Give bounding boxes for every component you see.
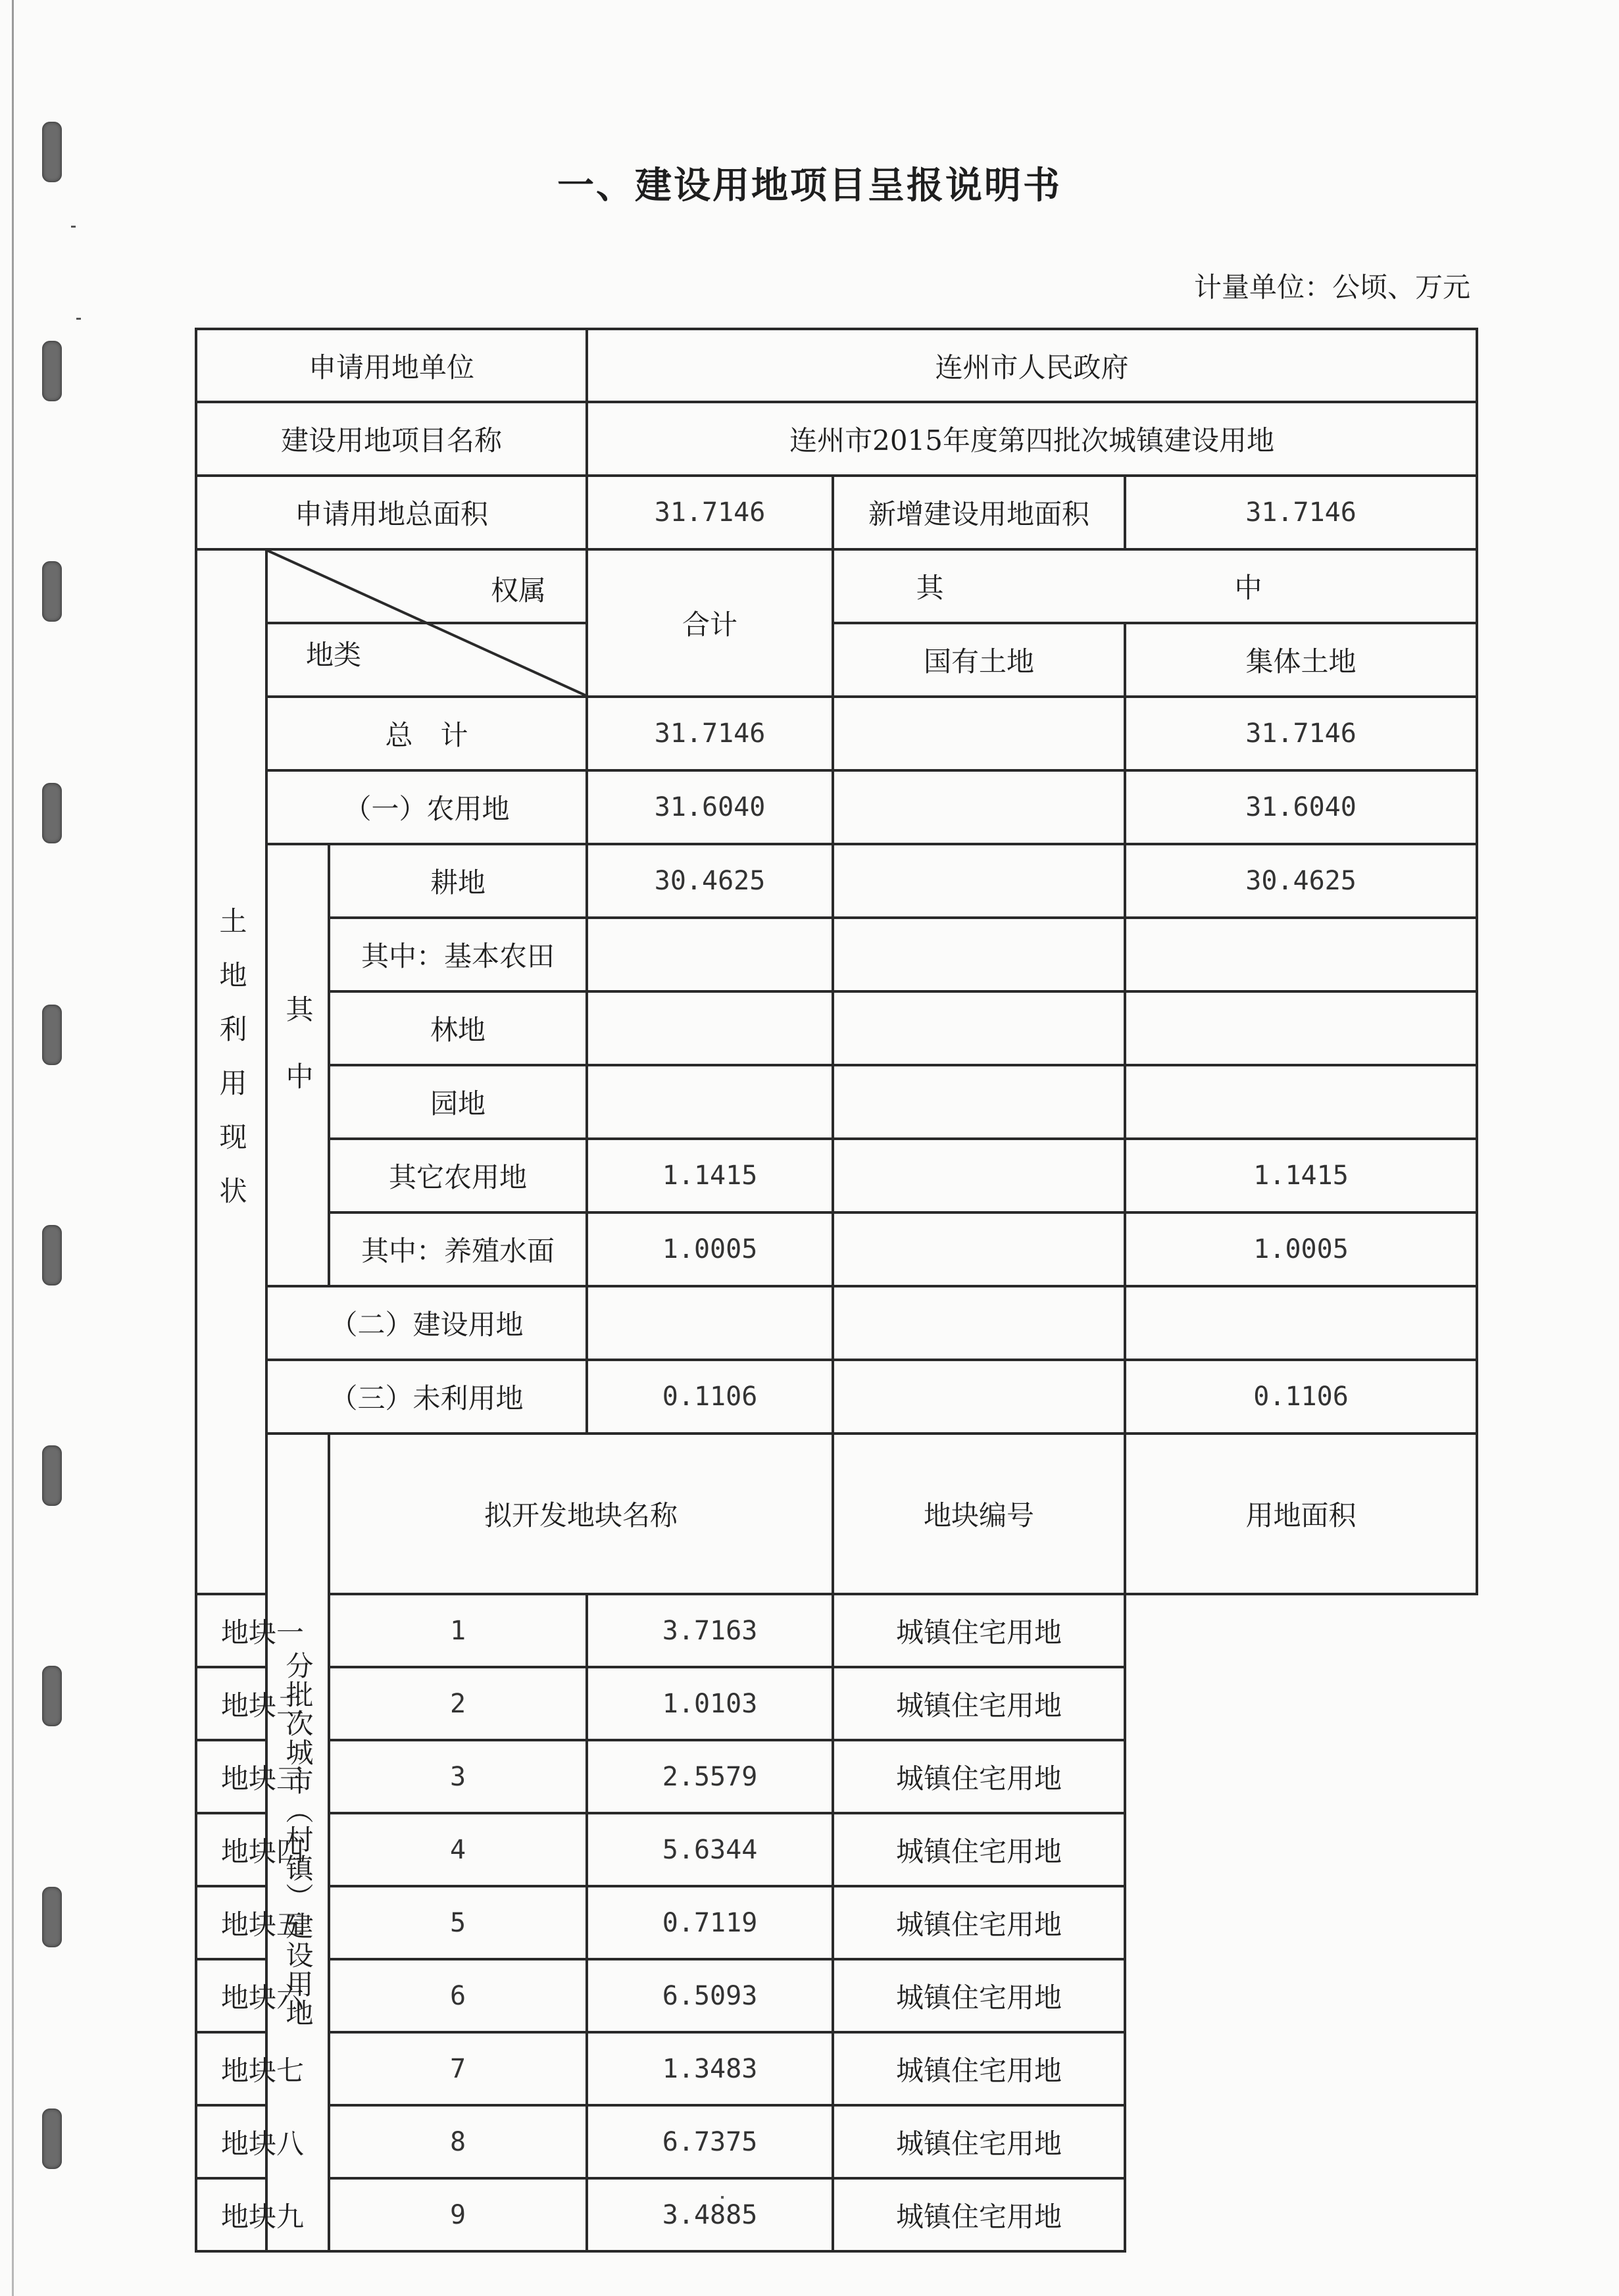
parcel-row xyxy=(196,2032,1477,2105)
land-row-label: 其中：基本农田 xyxy=(329,918,587,991)
binding-hole xyxy=(42,1666,62,1726)
parcel-name-header: 拟开发地块名称 xyxy=(329,1434,833,1594)
parcel-name: 地块四 xyxy=(196,1813,329,1886)
project-value: 连州市2015年度第四批次城镇建设用地 xyxy=(587,402,1477,476)
parcel-code-header: 地块编号 xyxy=(833,1434,1125,1594)
binding-hole xyxy=(42,2109,62,2169)
parcel-code: 3 xyxy=(329,1740,587,1813)
land-status-label-text: 土地利用现状 xyxy=(215,907,248,1230)
parcel-area: 5.6344 xyxy=(587,1813,833,1886)
parcel-row xyxy=(196,1959,1477,2032)
land-header-row-1 xyxy=(196,549,1477,623)
ownership-header: 权属 xyxy=(491,574,547,607)
parcel-name: 地块七 xyxy=(196,2032,329,2105)
state-land-header: 国有土地 xyxy=(833,623,1125,697)
land-row-collective: 31.7146 xyxy=(1125,697,1477,770)
diagonal-header-cell xyxy=(266,549,587,697)
land-row-collective: 1.1415 xyxy=(1125,1139,1477,1212)
parcel-section-label-text: 分批次城市（村镇）建设用地 xyxy=(282,1651,314,2028)
parcel-code: 5 xyxy=(329,1886,587,1959)
parcel-use: 城镇住宅用地 xyxy=(833,1886,1125,1959)
binding-hole xyxy=(42,1887,62,1947)
parcel-row xyxy=(196,1740,1477,1813)
land-row-total xyxy=(587,1065,833,1139)
parcel-area: 1.0103 xyxy=(587,1667,833,1740)
land-row-total: 31.6040 xyxy=(587,770,833,844)
sub-group-label-text: 其中 xyxy=(282,995,314,1129)
parcel-use: 城镇住宅用地 xyxy=(833,2105,1125,2178)
binding-hole xyxy=(42,561,62,622)
binding-hole xyxy=(42,341,62,401)
parcel-row xyxy=(196,2105,1477,2178)
land-row-agricultural xyxy=(196,770,1477,844)
parcel-code: 8 xyxy=(329,2105,587,2178)
land-row-collective xyxy=(1125,1286,1477,1360)
parcel-use: 城镇住宅用地 xyxy=(833,1667,1125,1740)
total-area-label: 申请用地总面积 xyxy=(196,476,587,549)
parcel-code: 4 xyxy=(329,1813,587,1886)
land-row-garden xyxy=(196,1065,1477,1139)
land-row-label: （一）农用地 xyxy=(266,770,587,844)
parcel-name: 地块九 xyxy=(196,2178,329,2251)
parcel-name: 地块二 xyxy=(196,1667,329,1740)
parcel-name: 地块五 xyxy=(196,1886,329,1959)
land-row-total: 1.0005 xyxy=(587,1212,833,1286)
land-row-total: 31.7146 xyxy=(587,697,833,770)
land-row-collective xyxy=(1125,1065,1477,1139)
land-row-collective: 31.6040 xyxy=(1125,770,1477,844)
land-row-collective: 30.4625 xyxy=(1125,844,1477,918)
land-row-state xyxy=(833,844,1125,918)
project-row xyxy=(196,402,1477,476)
unit-label: 计量单位：公顷、万元 xyxy=(1193,271,1470,303)
total-area-value: 31.7146 xyxy=(587,476,833,549)
land-row-forest xyxy=(196,991,1477,1065)
area-row xyxy=(196,476,1477,549)
parcel-area: 0.7119 xyxy=(587,1886,833,1959)
applicant-value: 连州市人民政府 xyxy=(587,329,1477,402)
parcel-name: 地块八 xyxy=(196,2105,329,2178)
land-row-label: 林地 xyxy=(329,991,587,1065)
land-row-state xyxy=(833,991,1125,1065)
binding-hole xyxy=(42,1005,62,1065)
parcel-area: 6.5093 xyxy=(587,1959,833,2032)
parcel-use: 城镇住宅用地 xyxy=(833,2032,1125,2105)
land-row-state xyxy=(833,697,1125,770)
parcel-area-header: 用地面积 xyxy=(1125,1434,1477,1594)
among-header: 其 中 xyxy=(833,549,1477,623)
parcel-row xyxy=(196,1667,1477,1740)
sub-group-label xyxy=(266,844,329,1286)
land-row-construction xyxy=(196,1286,1477,1360)
land-row-collective: 0.1106 xyxy=(1125,1360,1477,1434)
parcel-use: 城镇住宅用地 xyxy=(833,1594,1125,1667)
parcel-name: 地块三 xyxy=(196,1740,329,1813)
parcel-row xyxy=(196,1594,1477,1667)
parcel-row xyxy=(196,2178,1477,2251)
land-row-state xyxy=(833,1360,1125,1434)
land-row-collective: 1.0005 xyxy=(1125,1212,1477,1286)
scan-speck xyxy=(76,318,81,320)
parcel-use: 城镇住宅用地 xyxy=(833,1813,1125,1886)
land-type-header: 地类 xyxy=(306,639,362,671)
parcel-area: 1.3483 xyxy=(587,2032,833,2105)
binding-line xyxy=(12,0,14,2296)
parcel-code: 2 xyxy=(329,1667,587,1740)
land-row-label: 耕地 xyxy=(329,844,587,918)
land-row-label: 其中：养殖水面 xyxy=(329,1212,587,1286)
parcel-area: 2.5579 xyxy=(587,1740,833,1813)
parcel-code: 7 xyxy=(329,2032,587,2105)
land-row-state xyxy=(833,1139,1125,1212)
parcel-name: 地块一 xyxy=(196,1594,329,1667)
parcel-header-row xyxy=(196,1434,1477,1594)
land-row-total xyxy=(587,918,833,991)
document-title: 一、建设用地项目呈报说明书 xyxy=(557,164,1062,207)
land-row-state xyxy=(833,1286,1125,1360)
parcel-area: 3.7163 xyxy=(587,1594,833,1667)
land-row-state xyxy=(833,918,1125,991)
parcel-use: 城镇住宅用地 xyxy=(833,1740,1125,1813)
applicant-label: 申请用地单位 xyxy=(196,329,587,402)
land-row-collective xyxy=(1125,918,1477,991)
parcel-area: 3.4885 xyxy=(587,2178,833,2251)
land-row-basic-farmland xyxy=(196,918,1477,991)
land-row-state xyxy=(833,1065,1125,1139)
land-row-total xyxy=(587,991,833,1065)
parcel-area: 6.7375 xyxy=(587,2105,833,2178)
parcel-name: 地块六 xyxy=(196,1959,329,2032)
land-row-label: 总 计 xyxy=(266,697,587,770)
parcel-use: 城镇住宅用地 xyxy=(833,2178,1125,2251)
parcel-use: 城镇住宅用地 xyxy=(833,1959,1125,2032)
parcel-row xyxy=(196,1886,1477,1959)
land-status-section-label xyxy=(196,549,266,1594)
land-row-aquaculture xyxy=(196,1212,1477,1286)
total-header: 合计 xyxy=(587,549,833,697)
project-label: 建设用地项目名称 xyxy=(196,402,587,476)
land-row-total: 30.4625 xyxy=(587,844,833,918)
land-row-label: （三）未利用地 xyxy=(266,1360,587,1434)
land-row-state xyxy=(833,1212,1125,1286)
scan-speck xyxy=(71,226,76,228)
land-row-cultivated xyxy=(196,844,1477,918)
binding-hole xyxy=(42,1225,62,1285)
parcel-code: 1 xyxy=(329,1594,587,1667)
land-row-total: 1.1415 xyxy=(587,1139,833,1212)
new-area-value: 31.7146 xyxy=(1125,476,1477,549)
land-row-label: 园地 xyxy=(329,1065,587,1139)
binding-hole xyxy=(42,1445,62,1506)
land-row-total: 0.1106 xyxy=(587,1360,833,1434)
land-row-unused xyxy=(196,1360,1477,1434)
applicant-row xyxy=(196,329,1477,402)
binding-hole xyxy=(42,783,62,843)
land-row-label: 其它农用地 xyxy=(329,1139,587,1212)
land-row-grand-total xyxy=(196,697,1477,770)
land-row-total xyxy=(587,1286,833,1360)
land-row-label: （二）建设用地 xyxy=(266,1286,587,1360)
new-area-label: 新增建设用地面积 xyxy=(833,476,1125,549)
land-row-other-agricultural xyxy=(196,1139,1477,1212)
report-table xyxy=(195,328,1478,2253)
parcel-row xyxy=(196,1813,1477,1886)
land-row-state xyxy=(833,770,1125,844)
land-row-collective xyxy=(1125,991,1477,1065)
parcel-code: 6 xyxy=(329,1959,587,2032)
parcel-code: 9 xyxy=(329,2178,587,2251)
collective-land-header: 集体土地 xyxy=(1125,623,1477,697)
